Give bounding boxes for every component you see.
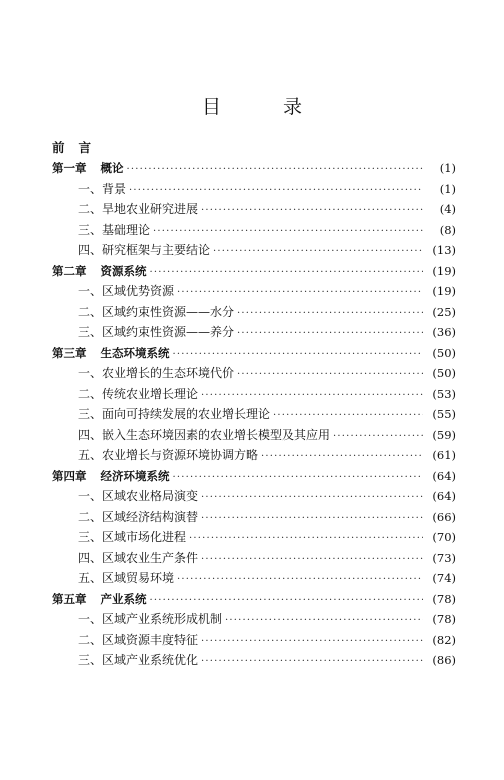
- dot-leader: [237, 304, 423, 325]
- section-title: 二、传统农业增长理论: [78, 386, 199, 401]
- page-number: (78): [432, 612, 456, 626]
- chapter-title: 经济环境系统: [100, 468, 170, 483]
- dot-leader: [201, 632, 423, 653]
- dot-leader: [173, 468, 424, 489]
- section-title: 四、区域农业生产条件: [78, 550, 199, 565]
- section-entry: [52, 445, 456, 466]
- page-number: (1): [439, 161, 456, 175]
- section-entry: [52, 609, 456, 630]
- dot-leader: [273, 406, 423, 427]
- page-number: (86): [432, 653, 456, 667]
- page-number: (19): [432, 284, 456, 298]
- section-title: 三、区域产业系统优化: [78, 653, 199, 667]
- dot-leader: [129, 181, 423, 202]
- section-title: 三、区域市场化进程: [78, 530, 187, 544]
- section-title: 一、农业增长的生态环境代价: [78, 366, 235, 380]
- dot-leader: [201, 386, 423, 407]
- dot-leader: [173, 345, 424, 366]
- section-title: 四、嵌入生态环境因素的农业增长模型及其应用: [78, 427, 331, 442]
- page-number: (61): [432, 448, 456, 462]
- chapter-number: 第二章: [52, 263, 87, 278]
- chapter-title: 生态环境系统: [100, 345, 170, 360]
- section-entry: [52, 363, 456, 384]
- section-title: 二、旱地农业研究进展: [78, 202, 199, 216]
- section-title: 五、区域贸易环境: [78, 571, 175, 585]
- dot-leader: [177, 570, 423, 591]
- page-number: (19): [432, 263, 456, 278]
- chapter-number: 第四章: [52, 468, 87, 483]
- dot-leader: [177, 283, 423, 304]
- page-number: (55): [432, 407, 456, 421]
- chapter-5-entry: [52, 589, 456, 610]
- page-number: (66): [432, 509, 456, 524]
- chapter-3-entry: [52, 343, 456, 364]
- table-of-contents: [52, 138, 456, 671]
- preface-heading: 前言: [52, 140, 106, 155]
- section-entry: [52, 240, 456, 261]
- page-number: (64): [432, 468, 456, 483]
- page-number: (8): [439, 222, 456, 237]
- section-entry: [52, 630, 456, 651]
- page-number: (78): [432, 591, 456, 606]
- section-entry: [52, 302, 456, 323]
- dot-leader: [237, 365, 423, 386]
- page-number: (4): [439, 202, 456, 216]
- dot-leader: [127, 160, 424, 181]
- dot-leader: [201, 488, 423, 509]
- section-entry: [52, 425, 456, 446]
- dot-leader: [333, 427, 423, 448]
- page-number: (70): [432, 530, 456, 544]
- dot-leader: [237, 324, 423, 345]
- dot-leader: [201, 652, 423, 673]
- page-number: (50): [432, 366, 456, 380]
- section-entry: [52, 650, 456, 671]
- section-title: 三、区域约束性资源——养分: [78, 325, 235, 339]
- section-entry: [52, 199, 456, 220]
- section-title: 二、区域经济结构演替: [78, 509, 199, 524]
- page-number: (82): [432, 632, 456, 647]
- dot-leader: [153, 222, 423, 243]
- section-title: 五、农业增长与资源环境协调方略: [78, 448, 259, 462]
- chapter-2-entry: [52, 261, 456, 282]
- section-title: 二、区域资源丰度特征: [78, 632, 199, 647]
- page-number: (13): [432, 243, 456, 257]
- page-number: (36): [432, 325, 456, 339]
- dot-leader: [150, 263, 424, 284]
- dot-leader: [189, 529, 423, 550]
- dot-leader: [261, 447, 423, 468]
- page-number: (1): [439, 181, 456, 196]
- section-entry: [52, 568, 456, 589]
- dot-leader: [213, 242, 423, 263]
- chapter-1-entry: [52, 158, 456, 179]
- section-entry: [52, 179, 456, 200]
- section-entry: [52, 384, 456, 405]
- section-entry: [52, 527, 456, 548]
- section-entry: [52, 322, 456, 343]
- section-title: 二、区域约束性资源——水分: [78, 304, 235, 319]
- dot-leader: [201, 550, 423, 571]
- dot-leader: [225, 611, 423, 632]
- page-number: (74): [432, 571, 456, 585]
- page-number: (53): [432, 386, 456, 401]
- dot-leader: [201, 509, 423, 530]
- chapter-number: 第五章: [52, 591, 87, 606]
- chapter-title: 资源系统: [100, 263, 147, 278]
- section-title: 一、区域产业系统形成机制: [78, 612, 223, 626]
- section-entry: [52, 548, 456, 569]
- chapter-number: 第三章: [52, 345, 87, 360]
- dot-leader: [150, 591, 424, 612]
- section-title: 一、背景: [78, 181, 127, 196]
- chapter-number: 第一章: [52, 161, 87, 175]
- section-entry: [52, 507, 456, 528]
- page-number: (73): [432, 550, 456, 565]
- chapter-title: 概论: [100, 161, 124, 175]
- section-title: 三、面向可持续发展的农业增长理论: [78, 407, 271, 421]
- section-title: 四、研究框架与主要结论: [78, 243, 211, 257]
- section-entry: [52, 404, 456, 425]
- chapter-4-entry: [52, 466, 456, 487]
- section-title: 一、区域农业格局演变: [78, 489, 199, 503]
- section-entry: [52, 486, 456, 507]
- toc-title: 目 录: [201, 96, 331, 118]
- chapter-title: 产业系统: [100, 591, 147, 606]
- section-entry: [52, 281, 456, 302]
- section-title: 一、区域优势资源: [78, 284, 175, 298]
- page-number: (64): [432, 489, 456, 503]
- dot-leader: [201, 201, 423, 222]
- page-number: (50): [432, 345, 456, 360]
- page-number: (25): [432, 304, 456, 319]
- section-entry: [52, 220, 456, 241]
- section-title: 三、基础理论: [78, 222, 151, 237]
- page-number: (59): [432, 427, 456, 442]
